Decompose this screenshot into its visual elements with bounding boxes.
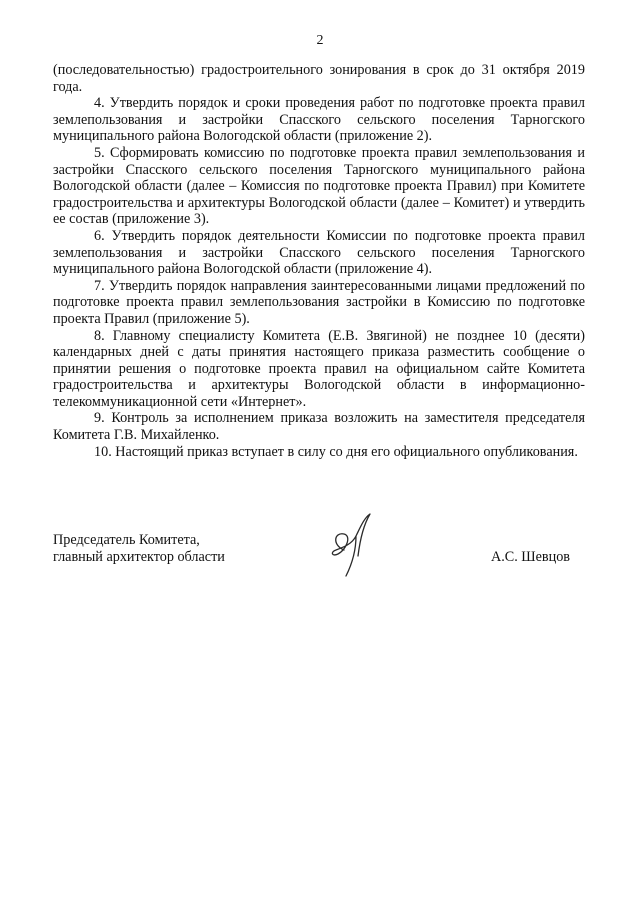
paragraph-item-6: 6. Утвердить порядок деятельности Комиссии по подготовке проекта правил землепользования и застройки Спасского сельского поселения Тарногского муниципального района Вологодской области (приложение 4). — [53, 227, 585, 278]
paragraph-item-8: 8. Главному специалисту Комитета (Е.В. Звягиной) не позднее 10 (десяти) календарных дней с даты принятия настоящего приказа разместить сообщение о принятии решения о подготовке проекта правил на официальном сайте Комитета градостроительства и архитектуры Вологодской области в информационно-телекоммуникационной сети «Интернет». — [53, 327, 585, 410]
signer-position-line-1: Председатель Комитета, — [53, 532, 200, 548]
page-number: 2 — [316, 33, 324, 48]
paragraph-item-4: 4. Утвердить порядок и сроки проведения работ по подготовке проекта правил землепользования и застройки Спасского сельского поселения Тарногского муниципального района Вологодской области (приложение 2). — [53, 95, 585, 145]
paragraph-item-5: 5. Сформировать комиссию по подготовке проекта правил землепользования и застройки Спасского сельского поселения Тарногского муниципального района Вологодской области (далее – Комиссия по подготовке проекта Правил) при Комитете градостроительства и архитектуры Вологодской области (далее – Комитет) и утвердить ее состав (приложение 3). — [53, 144, 585, 228]
signer-position-line-2: главный архитектор области — [53, 548, 225, 565]
document-body — [53, 62, 585, 460]
paragraph-continuation: (последовательностью) градостроительного зонирования в срок до 31 октября 2019 года. — [53, 62, 585, 95]
signature-title-block — [53, 532, 225, 565]
paragraph-item-9: 9. Контроль за исполнением приказа возложить на заместителя председателя Комитета Г.В. Михайленко. — [53, 410, 585, 444]
handwritten-signature — [322, 510, 382, 580]
paragraph-item-10: 10. Настоящий приказ вступает в силу со дня его официального опубликования. — [94, 443, 578, 460]
paragraph-item-7: 7. Утвердить порядок направления заинтересованными лицами предложений по подготовке проекта правил землепользования застройки в Комиссию по подготовке проекта Правил (приложение 5). — [53, 277, 585, 327]
signer-name: А.С. Шевцов — [490, 549, 570, 565]
